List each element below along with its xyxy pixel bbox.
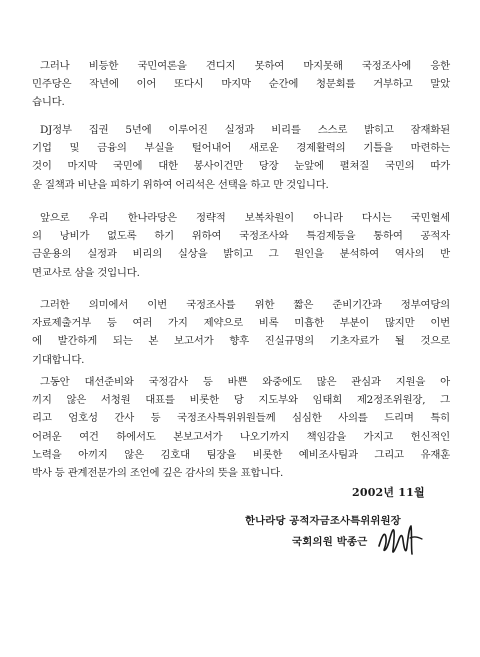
text-line: 자료제출거부 등 여러 가지 제약으로 비록 미흡한 부분이 많지만 이번: [32, 317, 450, 330]
text-line: 의 낭비가 없도록 하기 위하여 국정조사와 특검제등을 통하여 공적자: [32, 230, 450, 243]
text-line: 민주당은 작년에 이어 또다시 마지막 순간에 청문회를 거부하고 말았: [32, 78, 450, 91]
paragraph-5: [32, 373, 450, 482]
text-line: 에 발간하게 되는 본 보고서가 향후 진실규명의 기초자료가 될 것으로: [32, 335, 450, 348]
text-line: 그러나 비등한 국민여론을 견디지 못하여 마지못해 국정조사에 응한: [40, 60, 450, 72]
paragraph-3: [32, 209, 450, 282]
text-line: 그동안 대선준비와 국정감사 등 바쁜 와중에도 많은 관심과 지원을 아: [40, 376, 450, 388]
text-line: 금운용의 실정과 비리의 실상을 밝히고 그 원인을 분석하여 역사의 반: [32, 248, 450, 261]
text-line: 기대합니다.: [32, 353, 85, 366]
text-line: 운 질책과 비난을 피하기 위하여 어리석은 선택을 하고 만 것입니다.: [32, 178, 329, 191]
signer-organization: 한나라당 공적자금조사특위위원장: [245, 515, 401, 527]
text-line: 그러한 의미에서 이번 국정조사를 위한 짧은 준비기간과 정부여당의: [40, 299, 450, 311]
text-line: 어려운 여건 하에서도 본보고서가 나오기까지 책임감을 가지고 헌신적인: [32, 430, 450, 443]
text-line: 끼지 않은 서청원 대표를 비롯한 당 지도부와 임태희 제2정조위원장, 그: [32, 394, 450, 407]
text-line: DJ정부 집권 5년에 이루어진 실정과 비리를 스스로 밝히고 잠재화된: [40, 124, 450, 136]
text-line: 박사 등 관계전문가의 조언에 깊은 감사의 뜻을 표합니다.: [32, 467, 284, 480]
text-line: 리고 엄호성 간사 등 국정조사특위위원들께 심심한 사의를 드리며 특히: [32, 412, 450, 425]
text-line: 면교사로 삼을 것입니다.: [32, 266, 140, 279]
signer-name: 국회의원 박종근: [292, 536, 368, 548]
paragraph-1: [32, 57, 450, 112]
text-line: 기업 및 금융의 부실을 털어내어 새로운 경제활력의 기틀을 마련하는: [32, 142, 450, 155]
handwritten-signature: [376, 520, 428, 560]
text-line: 습니다.: [32, 96, 65, 109]
text-line: 것이 마지막 국민에 대한 봉사이건만 당장 눈앞에 펼쳐질 국민의 따가: [32, 160, 450, 173]
paragraph-2: [32, 121, 450, 194]
letter-date: 2002년 11월: [352, 486, 425, 499]
paragraph-4: [32, 296, 450, 369]
text-line: 노력을 아끼지 않은 김호대 팀장을 비롯한 예비조사팀과 그리고 유재훈: [32, 448, 450, 461]
text-line: 앞으로 우리 한나라당은 정략적 보복차원이 아니라 다시는 국민혈세: [40, 212, 450, 224]
